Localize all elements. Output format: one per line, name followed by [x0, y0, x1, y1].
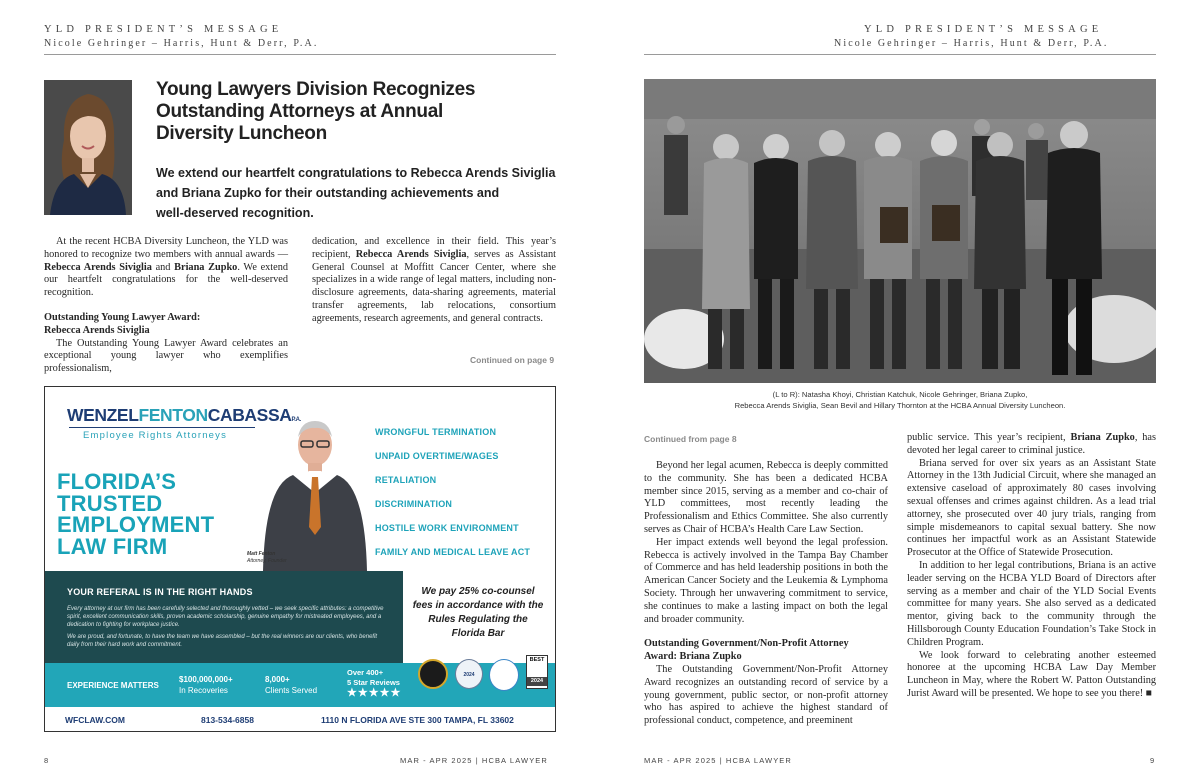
advertisement: [44, 386, 556, 732]
left-folio-issue: MAR - APR 2025 | HCBA LAWYER: [400, 756, 548, 765]
dek-line: and Briana Zupko for their outstanding achievements and: [156, 186, 500, 200]
headline-line: Diversity Luncheon: [156, 123, 327, 144]
award-subheading: Outstanding Government/Non-Profit Attorney: [644, 638, 849, 650]
portrait-photo: [44, 80, 132, 215]
ad-firm-logo: WENZELFENTONCABASSAP.A.: [67, 405, 301, 425]
caption-line: (L to R): Natasha Khoyi, Christian Katchuk, Nicole Gehringer, Briana Zupko,: [772, 390, 1028, 399]
ad-service-item: HOSTILE WORK ENVIRONMENT: [375, 523, 519, 533]
right-header-rule: [644, 54, 1156, 55]
body-paragraph: Briana served for over six years as an Assistant State Attorney in the 13th Judicial Circuit, where she managed an extensive caseload of approximately 80 cases involving sexual offenses and crimes against children. As a lead trial attorney, she prosecuted over 40 jury trials, ranging from simple misdemeanors to capital sexual battery. She now continues her impactful work as an Assistant Statewide Prosecutor at the Office of Statewide Prosecution.: [907, 457, 1156, 559]
award-subheading-name: Award: Briana Zupko: [644, 651, 742, 663]
ad-stats-bar: [45, 657, 555, 707]
body-paragraph: public service. This year’s recipient, Briana Zupko, has devoted her legal career to criminal justice.: [907, 432, 1157, 456]
award-badge-blue-icon: [489, 659, 519, 691]
award-subheading-name: Rebecca Arends Siviglia: [44, 324, 150, 336]
ad-tagline: Employee Rights Attorneys: [83, 430, 228, 441]
article-headline: [156, 79, 556, 145]
dek-line: We extend our heartfelt congratulations to Rebecca Arends Siviglia: [156, 166, 556, 180]
body-paragraph: The Outstanding Young Lawyer Award celebrates an exceptional young lawyer who exemplifies professionalism,: [44, 337, 288, 375]
ad-website-link[interactable]: WFCLAW.COM: [65, 715, 125, 725]
portrait-illustration: [44, 80, 132, 215]
ad-stat-recoveries: $100,000,000+ In Recoveries: [179, 675, 233, 695]
right-body-column-2: [907, 432, 1156, 701]
star-rating-icon: ★★★★★: [347, 687, 402, 699]
ad-headline-line: FLORIDA’S: [57, 469, 177, 494]
award-badge-icon: [418, 659, 448, 689]
ad-service-item: DISCRIMINATION: [375, 499, 453, 509]
ad-headline: [57, 471, 214, 557]
ad-attorney-caption: Matt Fenton Attorney, Founder: [247, 551, 287, 564]
right-page-number: 9: [1150, 756, 1156, 765]
ad-stat-clients: 8,000+ Clients Served: [265, 675, 318, 695]
left-header-title: YLD PRESIDENT’S MESSAGE: [44, 24, 283, 35]
headline-line: Outstanding Attorneys at Annual: [156, 101, 443, 122]
right-header-title: YLD PRESIDENT’S MESSAGE: [864, 24, 1103, 35]
ad-service-item: WRONGFUL TERMINATION: [375, 427, 497, 437]
left-header-rule: [44, 54, 556, 55]
body-paragraph: We look forward to celebrating another esteemed honoree at the upcoming HCBA Law Day Member Luncheon in May, where the Robert W. Patton Outstanding Jurist Award will be presented. We hope to see you there! ■: [907, 649, 1156, 699]
dek-line: well-deserved recognition.: [156, 206, 314, 220]
ad-headline-line: EMPLOYMENT: [57, 512, 215, 537]
ad-referral-text: We are proud, and fortunate, to have the team we have assembled – but the real winners are our clients, who benefit daily from their hard work and commitment.: [67, 634, 378, 648]
ad-referral-box: [45, 571, 403, 663]
caption-line: Rebecca Arends Siviglia, Sean Bevil and Hillary Thornton at the HCBA Annual Diversity Luncheon.: [734, 401, 1066, 410]
right-body-column-1: [644, 460, 888, 728]
ad-service-item: RETALIATION: [375, 475, 437, 485]
ad-referral-text: Every attorney at our firm has been carefully selected and thoroughly vetted – we seek specific attributes: a competitive spirit, excellent communication skills, proven academic scholarship, genuine empathy for mistreated employees, and a dedication to fighting for workplace justice.: [67, 606, 384, 628]
left-header-author: Nicole Gehringer – Harris, Hunt & Derr, P.A.: [44, 38, 319, 49]
ad-headline-line: LAW FIRM: [57, 533, 168, 559]
body-paragraph: dedication, and excellence in their field. This year’s recipient, Rebecca Arends Siviglia, serves as Assistant General Counsel at Moffitt Cancer Center, where she specializes in a wide range of legal matters, including non-disclosure agreements, data-sharing agreements, material transfer agreements, lab relocations, consortium agreements, research agreements, and general contracts.: [312, 236, 557, 324]
article-dek: [156, 163, 556, 223]
group-photo-illustration: [644, 79, 1156, 383]
award-badge-2024-icon: 2024: [455, 659, 483, 689]
body-paragraph: The Outstanding Government/Non-Profit Attorney Award recognizes an outstanding record of service by a young government, public sector, or non-profit attorney who has aspired to achieve the highest standard of professional conduct, competence, and preeminent: [644, 663, 888, 727]
ad-services-list: [375, 427, 530, 571]
body-paragraph: At the recent HCBA Diversity Luncheon, the YLD was honored to recognize two members with annual awards — Rebecca Arends Siviglia and Briana Zupko. We extend our heartfelt congratulations for the well-deserved recognition.: [44, 236, 289, 299]
ad-attorney-photo: [255, 411, 375, 571]
ad-referral-heading: YOUR REFERAL IS IN THE RIGHT HANDS: [67, 587, 253, 597]
ad-cocounsel-text: We pay 25% co-counsel fees in accordance with the Rules Regulating the Florida Bar: [412, 586, 544, 639]
photo-caption: [644, 389, 1156, 411]
attorney-illustration: [255, 411, 375, 571]
left-body-column-2: [312, 236, 556, 326]
body-paragraph: Beyond her legal acumen, Rebecca is deeply committed to the community. She has been a dedicated HCBA member since 2015, serving as a member and co-chair of YLD committees, most recently leading the Professionalism and Ethics Committee. She also currently serves as Chair of HCBA’s Health Care Law Section.: [644, 460, 888, 535]
end-mark-icon: ■: [1143, 687, 1153, 699]
ad-phone-link[interactable]: 813-534-6858: [201, 715, 254, 725]
best-law-firms-badge-icon: BEST 2024: [526, 655, 548, 689]
ad-logo-rule: [69, 427, 255, 428]
left-page-number: 8: [44, 756, 50, 765]
headline-line: Young Lawyers Division Recognizes: [156, 79, 476, 100]
award-subheading: Outstanding Young Lawyer Award:: [44, 311, 201, 323]
continued-from-link[interactable]: Continued from page 8: [644, 434, 737, 444]
group-photo: [644, 79, 1156, 383]
left-body-column-1: [44, 236, 288, 376]
right-folio-issue: MAR - APR 2025 | HCBA LAWYER: [644, 756, 792, 765]
ad-headline-line: TRUSTED: [57, 490, 163, 516]
ad-address: 1110 N FLORIDA AVE STE 300 TAMPA, FL 33602: [321, 715, 514, 725]
ad-service-item: FAMILY AND MEDICAL LEAVE ACT: [375, 547, 531, 557]
continued-on-link[interactable]: Continued on page 9: [470, 355, 555, 365]
ad-experience-label: EXPERIENCE MATTERS: [67, 681, 159, 690]
body-paragraph: In addition to her legal contributions, Briana is an active leader serving on the HCBA YLD Board of Directors after serving as a member and chair of the YLD Social Events committee for many years. She also served as a dedicated mentor, giving back to the community through the Hillsborough County Education Foundation’s Take Stock in Children Program.: [907, 559, 1156, 648]
ad-service-item: UNPAID OVERTIME/WAGES: [375, 451, 499, 461]
body-paragraph: Her impact extends well beyond the legal profession. Rebecca is actively involved in the Tampa Bay Chamber of Commerce and has held leadership positions in both the American Cancer Society and the Leukemia & Lymphoma Society. Through her unwavering commitment to service, she continues to make a lasting impact on both the legal and broader community.: [644, 536, 888, 625]
right-header-author: Nicole Gehringer – Harris, Hunt & Derr, P.A.: [834, 38, 1109, 49]
ad-stat-reviews: Over 400+ 5 Star Reviews ★★★★★: [347, 668, 402, 699]
